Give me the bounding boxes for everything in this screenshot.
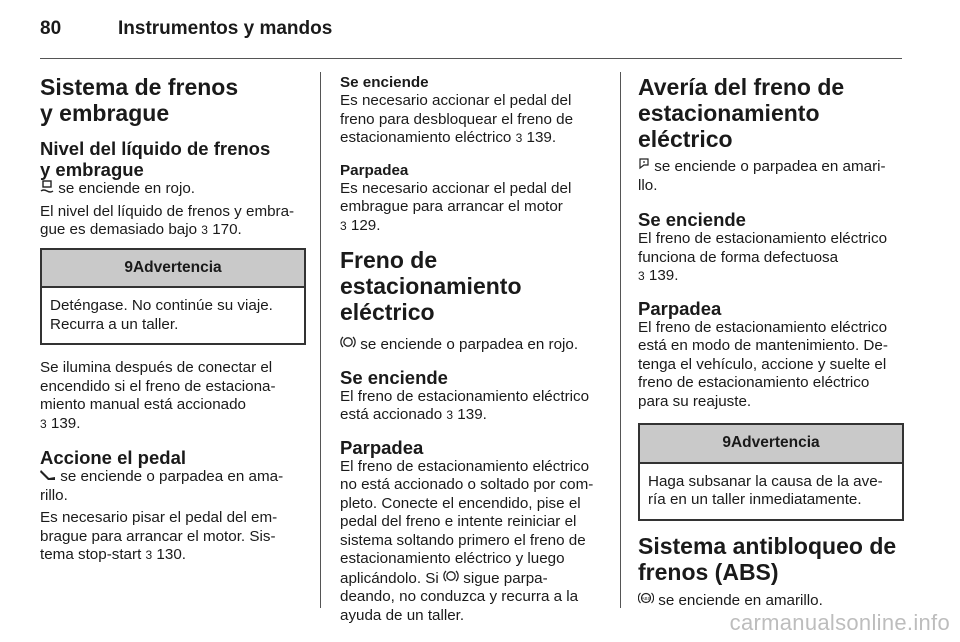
page-number: 80 [40, 18, 62, 39]
on-text: Es necesario accionar el pedal del freno para desbloquear el freno de estacionamiento eléctrico 3 139. [340, 92, 574, 146]
clutch-text: Es necesario pisar el pedal del em- brague para arrancar el motor. Sis- tema stop-start 3 130. [40, 509, 278, 563]
page-ref-icon: 3 [446, 408, 454, 422]
header-rule [40, 58, 902, 59]
fault-flash-heading: Parpadea [638, 297, 722, 319]
parking-brake-note: Se ilumina después de conectar el encendido si el freno de estaciona- miento manual está accionado 3 139. [40, 359, 276, 432]
column-divider-2 [620, 72, 621, 608]
warning-header: 9Advertencia [640, 425, 902, 464]
fluid-level-heading: Nivel del líquido de frenos y embrague [40, 138, 271, 180]
warning-body: Haga subsanar la causa de la ave- ría en un taller inmediatamente. [648, 472, 883, 508]
flash-text: Es necesario accionar el pedal del embrague para arrancar el motor 3 129. [340, 179, 572, 234]
page-header [40, 18, 332, 40]
section-title: Instrumentos y mandos [118, 18, 333, 39]
warning-box [40, 248, 306, 346]
warning-header: 9Advertencia [42, 250, 304, 289]
fluid-level-text: El nivel del líquido de frenos y embra- gue es demasiado bajo 3 170. [40, 202, 295, 238]
epb-on-text: El freno de estacionamiento eléctrico está accionado 3 139. [340, 387, 590, 423]
warning-triangle-icon: 9 [722, 434, 731, 451]
epb-flash-text: El freno de estacionamiento eléctrico no está accionado o soltado por com- pleto. Conecte el encendido, pise el pedal del freno e intente reiniciar el sistema soltando primero el freno de estacionamiento eléctrico y luego aplicándolo. Si sigue parpa- deando, no conduzca y recurra a la ayuda de un taller. [340, 457, 594, 624]
svg-text:ABS: ABS [641, 595, 651, 601]
column-3 [638, 74, 904, 610]
epb-title: Freno de estacionamiento eléctrico [340, 247, 522, 325]
epb-text: se enciende o parpadea en rojo. [340, 335, 606, 355]
parking-brake-icon [443, 569, 459, 583]
abs-title: Sistema antibloqueo de frenos (ABS) [638, 532, 897, 585]
on-heading: Se enciende [340, 74, 429, 91]
press-pedal-text: se enciende o parpadea en ama- rillo. [40, 468, 284, 504]
page-ref-icon: 3 [145, 548, 153, 562]
press-pedal-heading: Accione el pedal [40, 447, 186, 468]
brake-fluid-icon [40, 180, 54, 193]
fault-on-heading: Se enciende [638, 209, 746, 230]
abs-text: ABS se enciende en amarillo. [638, 591, 904, 611]
page-ref-icon: 3 [201, 223, 208, 237]
column-1 [40, 74, 306, 565]
epb-fault-text: se enciende o parpadea en amari- llo. [638, 158, 886, 194]
page-ref-icon: 3 [638, 269, 645, 283]
fault-flash-text: El freno de estacionamiento eléctrico está en modo de mantenimiento. De- tenga el vehículo, accione y suelte el freno de estacionamiento eléctrico para su reajuste. [638, 318, 888, 410]
fault-on-text: El freno de estacionamiento eléctrico funciona de forma defectuosa 3 139. [638, 230, 888, 284]
parking-brake-icon [340, 335, 356, 349]
brake-fluid-text: se enciende en rojo. [40, 180, 306, 199]
page-ref-icon: 3 [40, 416, 47, 431]
watermark: carmanualsonline.info [729, 610, 950, 635]
abs-icon [638, 591, 654, 605]
column-divider-1 [320, 72, 321, 608]
epb-on-heading: Se enciende [340, 366, 448, 388]
press-pedal-icon [40, 468, 56, 481]
page-ref-icon: 3 [515, 131, 523, 145]
page-ref-icon: 3 [340, 218, 347, 233]
brakes-clutch-title: Sistema de frenos y embrague [40, 74, 239, 126]
flash-heading: Parpadea [340, 161, 409, 179]
epb-fault-icon [638, 158, 650, 171]
warning-box [638, 423, 904, 521]
epb-fault-title: Avería del freno de estacionamiento eléctrico [638, 74, 845, 152]
epb-flash-heading: Parpadea [340, 436, 424, 458]
warning-body: Deténgase. No continúe su viaje. Recurra a un taller. [50, 297, 273, 333]
column-2 [340, 74, 606, 625]
warning-triangle-icon: 9 [124, 258, 133, 276]
